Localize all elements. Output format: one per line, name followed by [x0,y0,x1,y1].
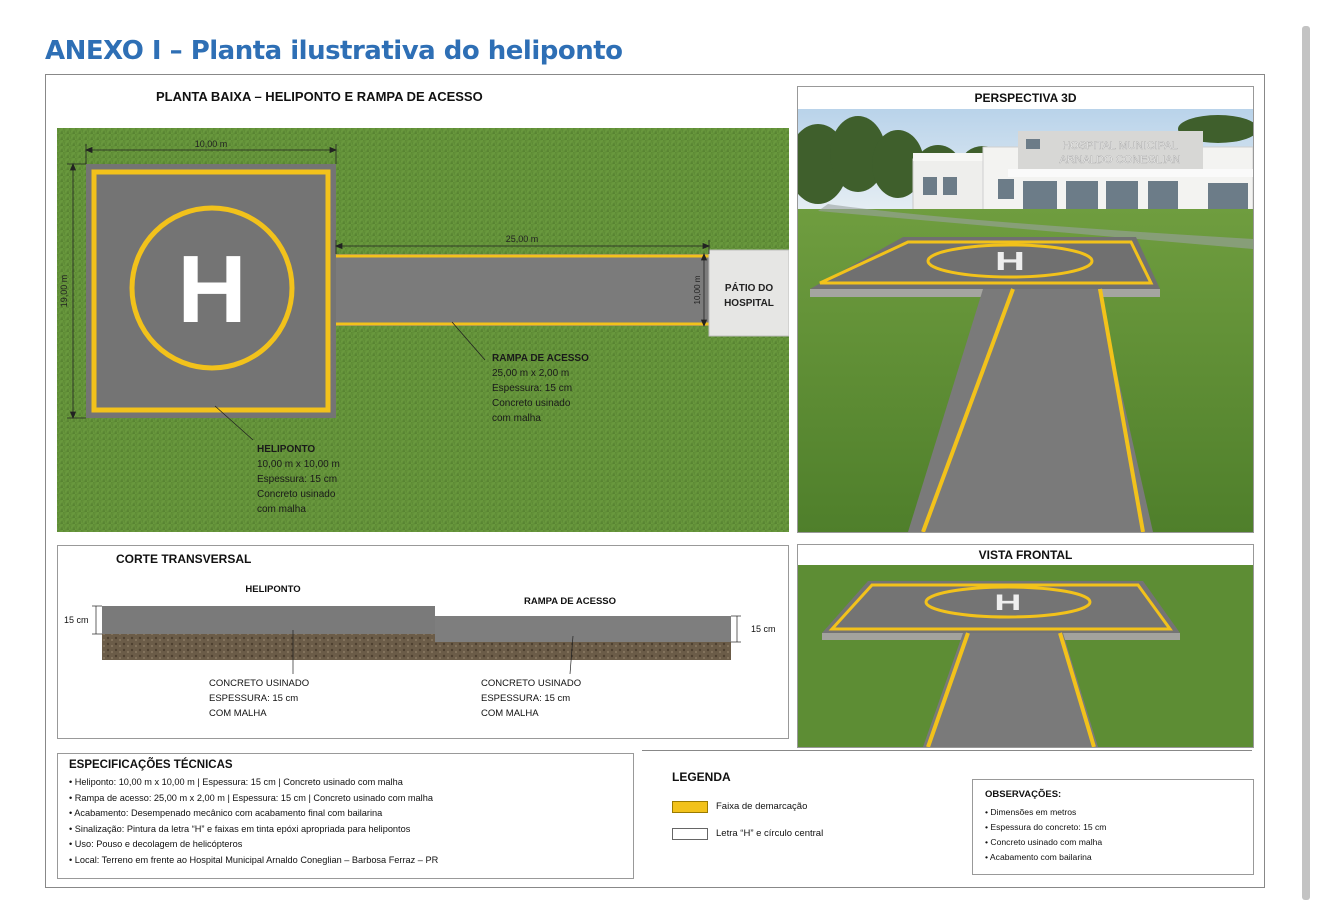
page-title: ANEXO I – Planta ilustrativa do heliponto [45,36,623,66]
section-pad-note: COM MALHA [209,708,267,719]
legend-title: LEGENDA [672,770,731,784]
front-h-letter: H [994,589,1022,616]
observations-item: • Espessura do concreto: 15 cm [985,822,1107,832]
specs-list [69,775,438,869]
specs-item: • Uso: Pouso e decolagem de helicópteros [69,839,243,850]
front-view-title: VISTA FRONTAL [798,545,1253,565]
specs-item: • Sinalização: Pintura da letra “H” e faixas em tinta epóxi apropriada para helipontos [69,823,411,834]
pad-callout-line: com malha [257,504,306,515]
pad-callout-title: HELIPONTO [257,444,316,455]
ramp-callout-line: com malha [492,413,541,424]
front-view-render [798,565,1253,747]
observations-item: • Acabamento com bailarina [985,852,1092,862]
cross-section [58,546,788,738]
plan-dim-width-text: 10,00 m [194,139,228,149]
pad-callout-line: Concreto usinado [257,489,336,500]
section-left-dim: 15 cm [64,615,89,625]
section-ramp-note: CONCRETO USINADO [481,678,582,689]
specs-title: ESPECIFICAÇÕES TÉCNICAS [69,759,233,771]
perspective-panel [797,86,1254,533]
plan-dim-patio-text: 10,00 m [693,275,702,305]
perspective-render [798,109,1253,532]
plan-dim-height-text: 19,00 m [59,274,69,308]
plan-h-letter: H [177,236,247,343]
plan-dim-ramp-text: 25,00 m [505,234,539,244]
section-title: CORTE TRANSVERSAL [116,552,252,566]
legend-swatch-white [672,828,708,840]
legend-label: Letra “H” e círculo central [716,828,824,839]
plan-ramp [325,254,710,326]
ramp-callout-line: Concreto usinado [492,398,571,409]
legend-divider [642,750,1252,751]
section-pad-note: ESPESSURA: 15 cm [209,693,299,704]
building-sign-line-1: HOSPITAL MUNICIPAL [1062,140,1178,152]
pad-callout-line: Espessura: 15 cm [257,474,338,485]
section-pad-slab [102,606,435,634]
specs-item: • Acabamento: Desempenado mecânico com acabamento final com bailarina [69,808,383,819]
section-pad-label: HELIPONTO [245,584,301,595]
observations-item: • Dimensões em metros [985,807,1077,817]
pad-callout-line: 10,00 m x 10,00 m [257,459,340,470]
section-right-dim: 15 cm [751,624,776,634]
legend-label: Faixa de demarcação [716,801,808,812]
front-view-panel [797,544,1254,748]
plan-patio-label-2: HOSPITAL [724,298,774,309]
drawing-sheet [45,74,1265,888]
specs-item: • Rampa de acesso: 25,00 m x 2,00 m | Espessura: 15 cm | Concreto usinado com malha [69,792,433,803]
section-ramp-label: RAMPA DE ACESSO [523,596,617,607]
plan-title: PLANTA BAIXA – HELIPONTO E RAMPA DE ACESSO [156,89,483,104]
section-pad-note: CONCRETO USINADO [209,678,310,689]
legend-swatch-yellow [672,801,708,813]
ramp-callout-line: 25,00 m x 2,00 m [492,368,570,379]
perspective-h-letter: H [994,247,1026,276]
perspective-title: PERSPECTIVA 3D [798,87,1253,109]
specs-panel [57,753,634,879]
observations-title: OBSERVAÇÕES: [985,789,1062,800]
plan-patio-label-1: PÁTIO DO [724,283,774,294]
specs-item: • Local: Terreno em frente ao Hospital Municipal Arnaldo Coneglian – Barbosa Ferraz – PR [69,854,439,865]
ramp-callout-line: Espessura: 15 cm [492,383,573,394]
floor-plan [57,128,789,532]
building-sign-line-2: ARNALDO CONEGLIAN [1059,154,1181,166]
section-ramp-slab [435,616,731,642]
scrollbar[interactable] [1302,26,1310,900]
observations-panel [972,779,1254,875]
ramp-callout-title: RAMPA DE ACESSO [492,353,589,364]
section-ramp-note: ESPESSURA: 15 cm [481,693,571,704]
section-ramp-note: COM MALHA [481,708,539,719]
specs-item: • Heliponto: 10,00 m x 10,00 m | Espessura: 15 cm | Concreto usinado com malha [69,777,403,787]
observations-item: • Concreto usinado com malha [985,837,1103,847]
observations-list [985,805,1106,865]
section-panel [57,545,789,739]
